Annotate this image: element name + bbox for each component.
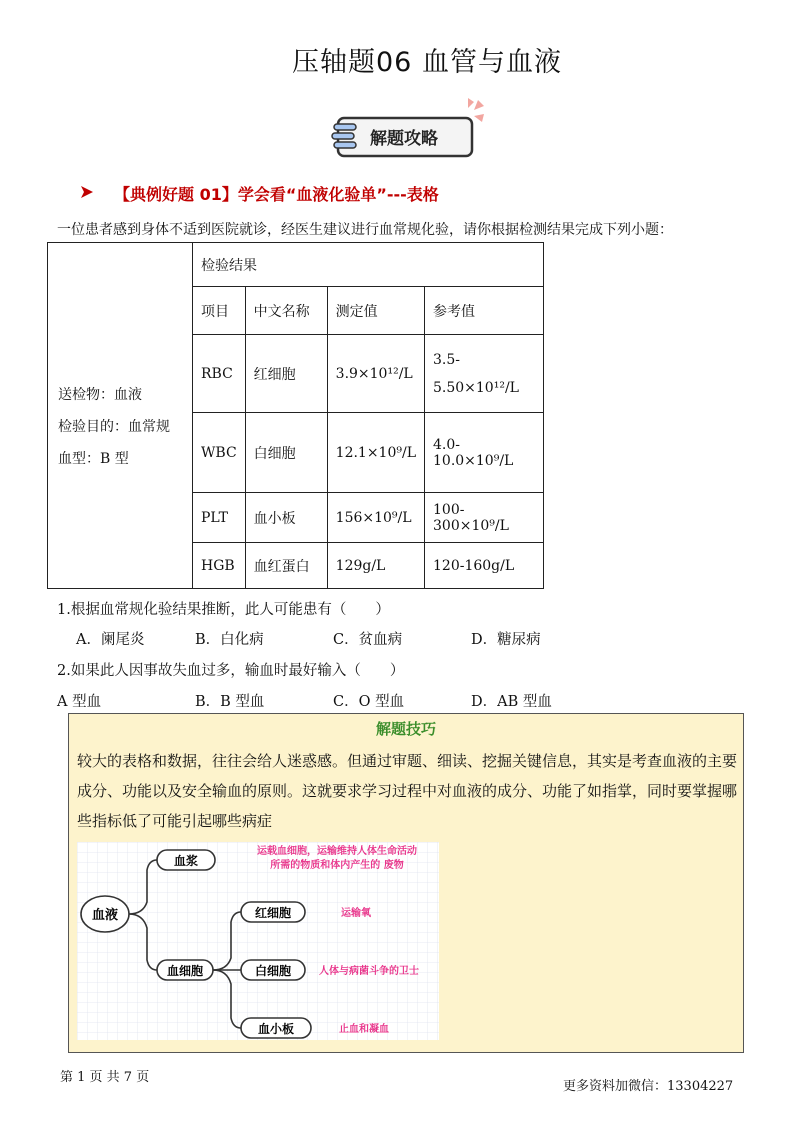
measured-cell: 12.1×10⁹/L xyxy=(327,413,424,493)
name-cell: 白细胞 xyxy=(245,413,327,493)
q1-option-a: A．阑尾炎 xyxy=(76,632,145,648)
node-cells xyxy=(157,960,213,980)
node-rbc xyxy=(241,902,305,922)
node-rbc-label: 红细胞 xyxy=(254,906,292,920)
header-item: 项目 xyxy=(193,287,246,335)
plasma-desc-1: 运载血细胞，运输维持人体生命活动 xyxy=(257,846,417,857)
page-number: 第 1 页 共 7 页 xyxy=(60,1070,150,1085)
node-plasma-label: 血浆 xyxy=(173,854,199,868)
node-plt xyxy=(241,1018,311,1038)
intro-text: 一位患者感到身体不适到医院就诊，经医生建议进行血常规化验，请你根据检测结果完成下列小题： xyxy=(57,222,673,238)
name-cell: 血小板 xyxy=(245,493,327,543)
reference-cell: 120-160g/L xyxy=(425,543,544,589)
name-cell: 血红蛋白 xyxy=(245,543,327,589)
reference-cell: 4.0-10.0×10⁹/L xyxy=(425,413,544,493)
menu-icon xyxy=(332,124,356,148)
item-cell: PLT xyxy=(193,493,246,543)
node-cells-label: 血细胞 xyxy=(166,964,204,978)
measured-cell: 129g/L xyxy=(327,543,424,589)
q2-option-a: A 型血 xyxy=(57,694,102,710)
name-cell: 红细胞 xyxy=(245,335,327,413)
question-1: 1.根据血常规化验结果推断，此人可能患有（ ） xyxy=(57,602,390,618)
node-blood xyxy=(81,896,129,932)
q1-option-c: C．贫血病 xyxy=(333,632,403,648)
header-name: 中文名称 xyxy=(245,287,327,335)
question-2: 2.如果此人因事故失血过多，输血时最好输入（ ） xyxy=(57,663,405,679)
q2-option-b: B．B 型血 xyxy=(195,694,265,710)
q1-option-b: B．白化病 xyxy=(195,632,264,648)
contact-info: 更多资料加微信：13304227 xyxy=(563,1079,734,1094)
plt-desc: 止血和凝血 xyxy=(339,1024,389,1035)
blood-composition-diagram xyxy=(77,842,439,1040)
rbc-desc: 运输氧 xyxy=(341,908,371,919)
q1-option-d: D．糖尿病 xyxy=(471,632,541,648)
page-title: 压轴题06 血管与血液 xyxy=(292,47,562,78)
section-header: 检验结果 xyxy=(193,243,544,287)
specimen-info-cell xyxy=(48,243,193,589)
reference-cell: 100-300×10⁹/L xyxy=(425,493,544,543)
item-cell: RBC xyxy=(193,335,246,413)
node-blood-label: 血液 xyxy=(91,908,119,923)
example-title: 【典例好题 01】学会看“血液化验单”---表格 xyxy=(114,185,439,204)
node-wbc xyxy=(241,960,305,980)
wbc-desc: 人体与病菌斗争的卫士 xyxy=(319,966,419,977)
blood-type-line: 血型：B 型 xyxy=(58,450,129,467)
specimen-line: 送检物：血液 xyxy=(58,386,142,403)
tips-box xyxy=(68,713,744,1053)
node-plt-label: 血小板 xyxy=(257,1022,295,1036)
tips-title: 解题技巧 xyxy=(375,720,436,738)
header-measured: 测定值 xyxy=(327,287,424,335)
blood-report-table xyxy=(47,242,544,589)
item-cell: WBC xyxy=(193,413,246,493)
node-plasma xyxy=(157,850,215,870)
reference-cell: 3.5-5.50×10¹²/L xyxy=(425,335,544,413)
measured-cell: 3.9×10¹²/L xyxy=(327,335,424,413)
q2-option-d: D．AB 型血 xyxy=(471,694,552,710)
measured-cell: 156×10⁹/L xyxy=(327,493,424,543)
plasma-desc-2: 所需的物质和体内产生的 废物 xyxy=(270,860,404,871)
q2-option-c: C．O 型血 xyxy=(333,694,405,710)
arrow-bullet-icon xyxy=(80,185,94,199)
header-reference: 参考值 xyxy=(425,287,544,335)
node-wbc-label: 白细胞 xyxy=(254,964,292,978)
tips-body: 较大的表格和数据，往往会给人迷惑感。但通过审题、细读、挖掘关键信息，其实是考查血液的主要成分、功能以及安全输血的原则。这就要求学习过程中对血液的成分、功能了如指掌，同时要掌握哪些指标低了可能引起哪些病症 xyxy=(77,752,738,830)
purpose-line: 检验目的：血常规 xyxy=(58,418,170,435)
item-cell: HGB xyxy=(193,543,246,589)
badge-label: 解题攻略 xyxy=(370,129,438,149)
